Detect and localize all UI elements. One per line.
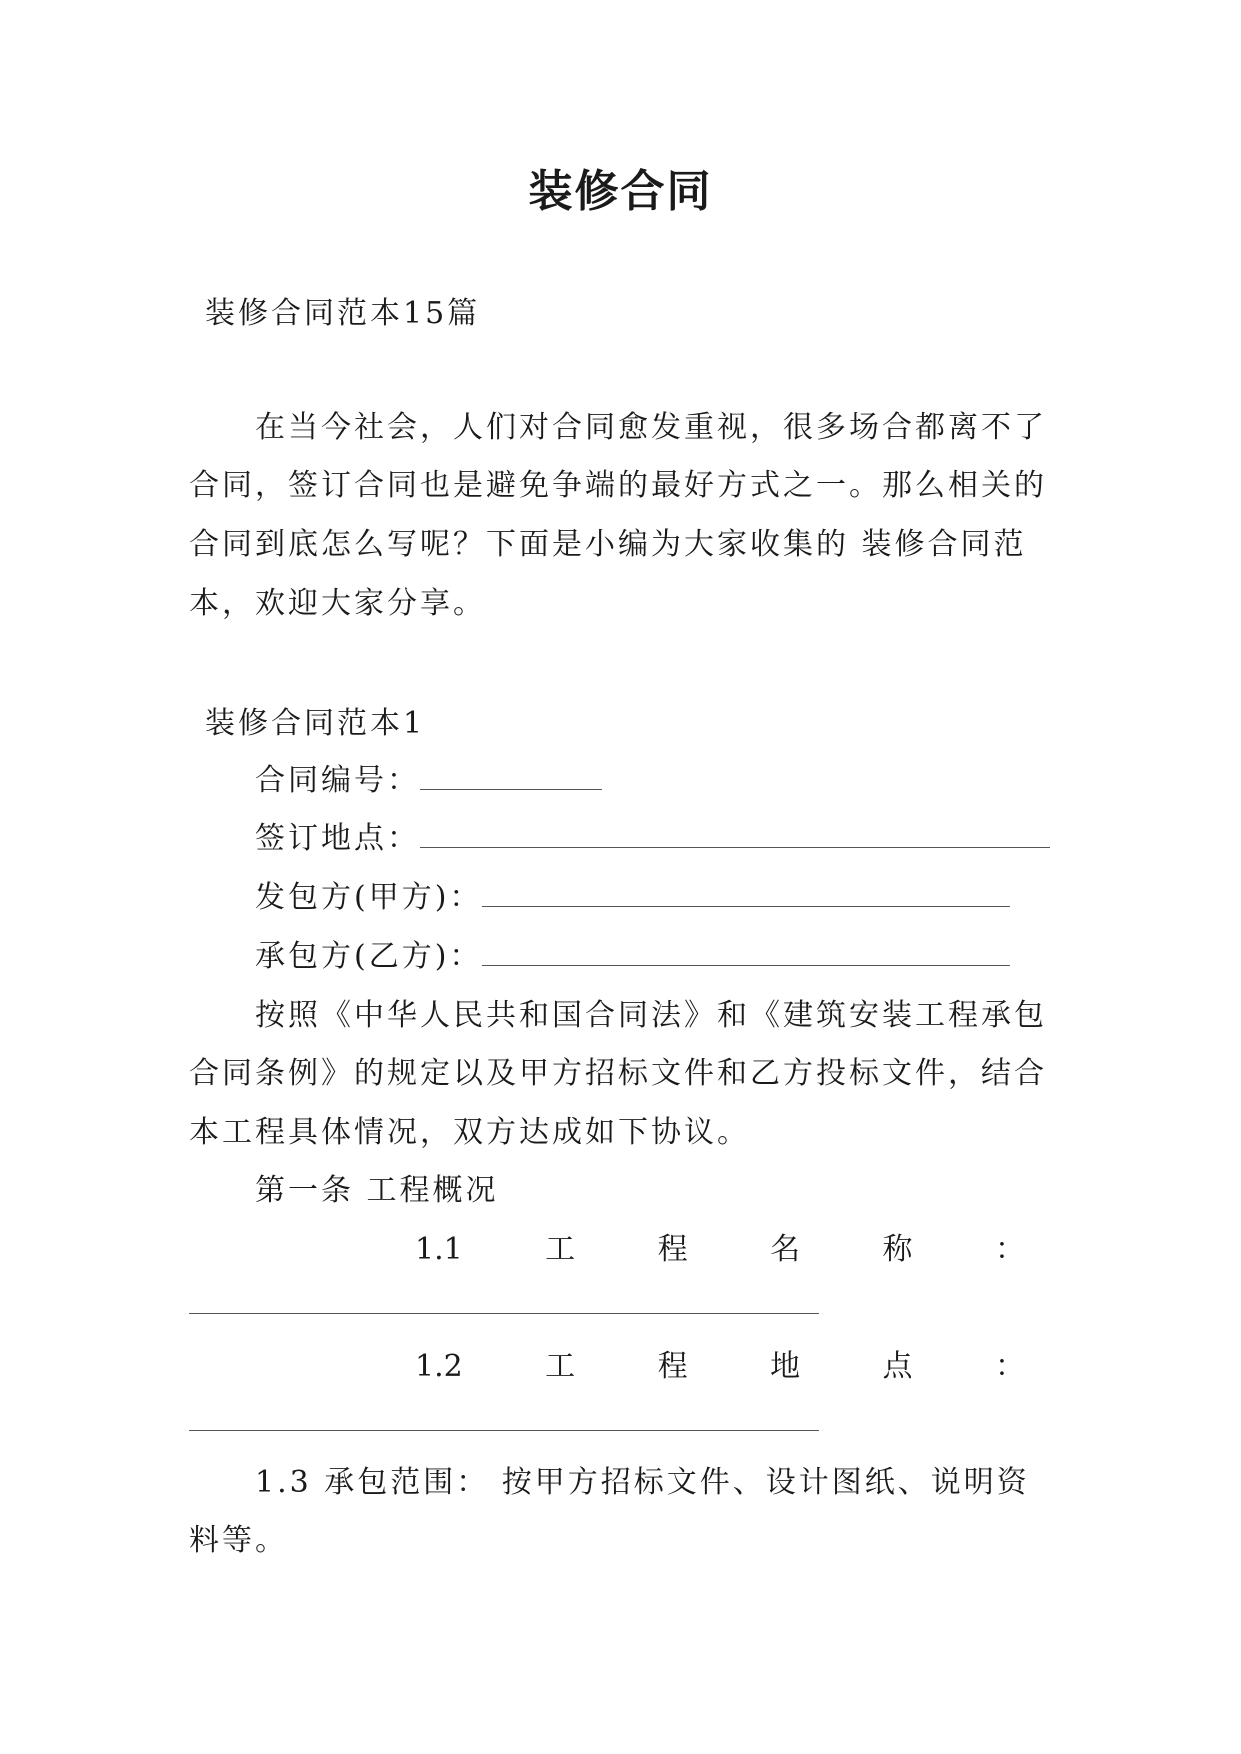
item-1-1-number: 1.1: [415, 1232, 463, 1267]
agreement-line-1: 按照《中华人民共和国合同法》和《建筑安装工程承包: [255, 998, 1047, 1033]
item-1-1-char: 名: [770, 1232, 801, 1267]
sign-place-blank: [420, 823, 1050, 848]
item-1-3-line-2: 料等。: [189, 1523, 288, 1558]
item-1-2-char: 程: [657, 1349, 688, 1384]
item-1-3-line-1: 1.3 承包范围： 按甲方招标文件、设计图纸、说明资: [255, 1465, 1030, 1500]
intro-line-4: 本，欢迎大家分享。: [189, 586, 486, 621]
party-a-label: 发包方(甲方)：: [255, 880, 483, 915]
party-a-field: [255, 880, 1010, 916]
contract-number-field: [255, 763, 602, 799]
party-b-label: 承包方(乙方)：: [255, 939, 483, 974]
item-1-1-blank: [189, 1313, 819, 1314]
item-1-2-colon: ：: [994, 1349, 1025, 1384]
sign-place-label: 签订地点：: [255, 821, 420, 856]
contract-number-blank: [420, 765, 602, 790]
section-title: 装修合同范本1: [205, 706, 426, 741]
party-b-field: [255, 939, 1010, 975]
intro-line-2: 合同，签订合同也是避免争端的最好方式之一。那么相关的: [189, 468, 1047, 503]
agreement-line-2: 合同条例》的规定以及甲方招标文件和乙方投标文件，结合: [189, 1056, 1047, 1091]
contract-number-label: 合同编号：: [255, 763, 420, 798]
item-1-1-char: 工: [545, 1232, 576, 1267]
page-title: 装修合同: [528, 166, 713, 217]
item-1-2-line: [415, 1349, 1025, 1385]
item-1-2-blank: [189, 1430, 819, 1431]
item-1-1-colon: ：: [994, 1232, 1025, 1267]
item-1-2-number: 1.2: [415, 1349, 463, 1384]
intro-line-3: 合同到底怎么写呢？下面是小编为大家收集的 装修合同范: [189, 527, 1027, 562]
item-1-1-line: [415, 1232, 1025, 1268]
item-1-2-char: 地: [770, 1349, 801, 1384]
item-1-1-char: 程: [657, 1232, 688, 1267]
intro-line-1: 在当今社会，人们对合同愈发重视，很多场合都离不了: [255, 410, 1047, 445]
article-1-heading: 第一条 工程概况: [255, 1173, 499, 1208]
sign-place-field: [255, 821, 1050, 857]
document-subtitle: 装修合同范本15篇: [205, 296, 481, 331]
party-a-blank: [482, 882, 1010, 907]
item-1-1-char: 称: [882, 1232, 913, 1267]
item-1-2-char: 工: [545, 1349, 576, 1384]
agreement-line-3: 本工程具体情况，双方达成如下协议。: [189, 1115, 750, 1150]
party-b-blank: [482, 941, 1010, 966]
item-1-2-char: 点: [882, 1349, 913, 1384]
